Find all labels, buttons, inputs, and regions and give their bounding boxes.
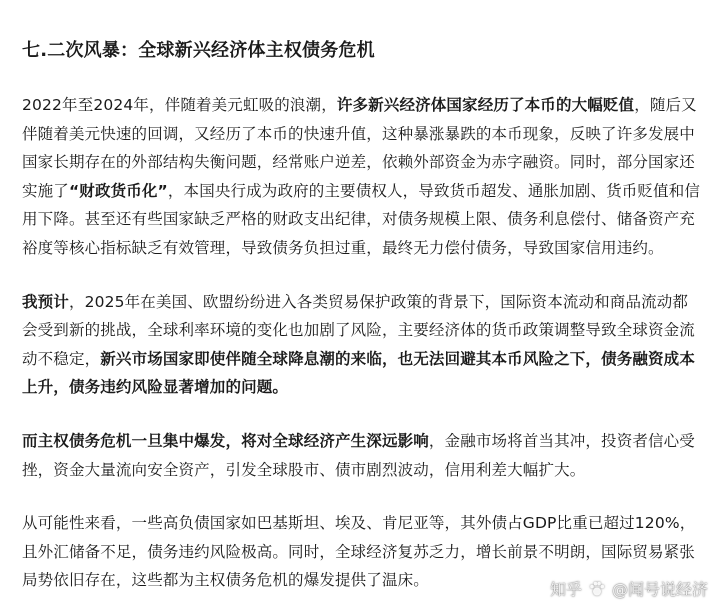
text-run: 从可能性来看，一些高负债国家如巴基斯坦、埃及、肯尼亚等，其外债占GDP比重已超过120%，且外汇储备不足，债务违约风险极高。同时，全球经济复苏乏力，增长前景不明朗，国际贸易紧张局势依旧存在，这些都为主权债务危机的爆发提供了温床。 [22,514,696,590]
watermark-author: @闻号说经济 [611,580,708,599]
text-run: 2022年至2024年，伴随着美元虹吸的浪潮， [22,96,337,114]
text-run: ，金融市场将首当其冲，投资者信心受挫，资金大量流向安全资产，引发全球股市、债市剧烈波动，信用利差大幅扩大。 [22,431,695,479]
bold-text: 新兴市场国家即使伴随全球降息潮的来临，也无法回避其本币风险之下，债务融资成本上升，债务违约风险显著增加的问题。 [22,349,695,397]
section-title: 七.二次风暴：全球新兴经济体主权债务危机 [22,40,375,61]
paw-icon [588,580,606,598]
bold-text: 许多新兴经济体国家经历了本币的大幅贬值 [336,96,635,114]
text-run: ，随后又伴随着美元快速的回调，又经历了本币的快速升值，这种暴涨暴跌的本币现象，反映了许多发展中国家长期存在的外部结构失衡问题，经常账户逆差，依赖外部资金为赤字融资。同时，部分国家还实施了 [22,96,697,200]
bold-text: 而主权债务危机一旦集中爆发，将对全球经济产生深远影响 [22,431,429,450]
paragraph-3 [22,427,702,484]
paragraph-2 [22,288,702,402]
text-run: ，2025年在美国、欧盟纷纷进入各类贸易保护政策的背景下，国际资本流动和商品流动都会受到新的挑战，全球利率环境的变化也加剧了风险，主要经济体的货币政策调整导致全球资金流动不稳定， [22,292,695,368]
bold-text: 我预计 [22,292,69,311]
article-body [22,91,702,595]
text-run: ，本国央行成为政府的主要债权人，导致货币超发、通胀加剧、货币贬值和信用下降。甚至还有些国家缺乏严格的财政支出纪律，对债务规模上限、债务利息偿付、储备资产充裕度等核心指标缺乏有效管理，导致债务负担过重，最终无力偿付债务，导致国家信用违约。 [22,181,700,257]
paragraph-1 [22,91,702,263]
bold-text: “财政货币化” [68,181,168,200]
zhihu-logo: 知乎 [549,580,582,599]
watermark [550,577,708,600]
